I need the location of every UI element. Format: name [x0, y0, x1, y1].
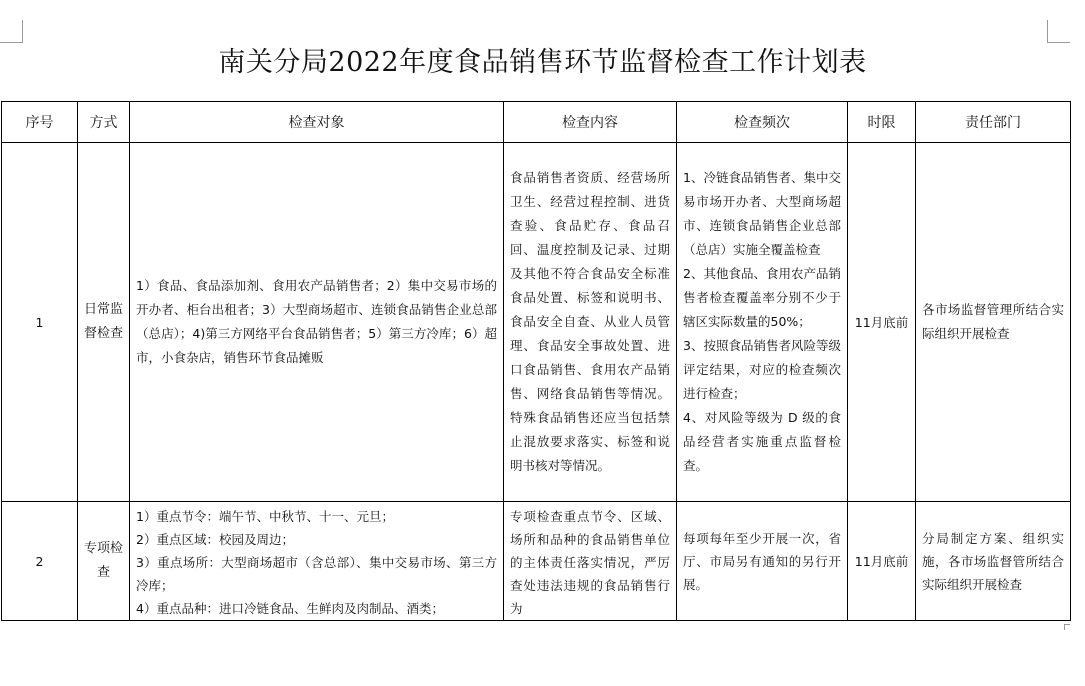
- table-header-row: [2, 102, 1071, 143]
- row-dept-cell: [916, 502, 1071, 621]
- row-dept-cell: [916, 143, 1071, 502]
- row-seq: 1: [2, 143, 78, 502]
- row-deadline: 11月底前: [848, 143, 916, 502]
- row-deadline: 11月底前: [848, 502, 916, 621]
- row-method-cell: [78, 502, 130, 621]
- row-dept: 各市场监督管理所结合实际组织开展检查: [922, 302, 1064, 341]
- row-frequency-cell: [677, 143, 848, 502]
- row-target-cell: [130, 143, 504, 502]
- header-target: 检查对象: [130, 102, 504, 143]
- inspection-plan-table: [1, 101, 1071, 621]
- header-frequency: 检查频次: [677, 102, 848, 143]
- table-row: [2, 143, 1071, 502]
- row-content-cell: [504, 502, 677, 621]
- document-title: 南关分局2022年度食品销售环节监督检查工作计划表: [218, 47, 867, 78]
- header-content: 检查内容: [504, 102, 677, 143]
- row-content: 食品销售者资质、经营场所卫生、经营过程控制、进货查验、食品贮存、食品召回、温度控制及记录、过期及其他不符合食品安全标准食品处置、标签和说明书、食品安全自查、从业人员管理、食品安全事故处置、进口食品销售、食用农产品销售、网络食品销售等情况。特殊食品销售还应当包括禁止混放要求落实、标签和说明书核对等情况。: [510, 170, 670, 473]
- row-frequency: 每项每年至少开展一次，省厅、市局另有通知的另行开展。: [683, 530, 841, 592]
- row-target: 1）食品、食品添加剂、食用农产品销售者；2）集中交易市场的开办者、柜台出租者；3）大型商场超市、连锁食品销售企业总部（总店）；4)第三方网络平台食品销售者；5）第三方冷库；6）超市，小食杂店，销售环节食品摊贩: [136, 278, 497, 365]
- row-dept: 分局制定方案、组织实施，各市场监督管所结合实际组织开展检查: [922, 530, 1064, 592]
- table-end-mark: [1064, 624, 1070, 630]
- row-content: 专项检查重点节令、区域、场所和品种的食品销售单位的主体责任落实情况，严厉查处违法违规的食品销售行为: [510, 509, 670, 616]
- row-seq: 2: [2, 502, 78, 621]
- row-target-cell: [130, 502, 504, 621]
- row-method: 日常监督检查: [83, 302, 123, 341]
- row-method-cell: [78, 143, 130, 502]
- header-method: 方式: [78, 102, 130, 143]
- table-row: [2, 502, 1071, 621]
- row-content-cell: [504, 143, 677, 502]
- header-dept: 责任部门: [916, 102, 1071, 143]
- row-frequency-cell: [677, 502, 848, 621]
- header-deadline: 时限: [848, 102, 916, 143]
- row-method: 专项检查: [83, 541, 123, 580]
- row-target: 1）重点节令：端午节、中秋节、十一、元旦； 2）重点区域：校园及周边； 3）重点场所：大型商场超市（含总部）、集中交易市场、第三方冷库； 4）重点品种：进口冷链食品、生鲜肉及肉制品、酒类；: [136, 509, 497, 616]
- row-frequency: 1、冷链食品销售者、集中交易市场开办者、大型商场超市、连锁食品销售企业总部（总店）实施全覆盖检查 2、其他食品、食用农产品销售者检查覆盖率分别不少于辖区实际数量的50%； 3、按照食品销售者风险等级评定结果，对应的检查频次进行检查； 4、对风险等级为 D 级的食品经营者实施重点监督检查。: [683, 170, 841, 473]
- header-seq: 序号: [2, 102, 78, 143]
